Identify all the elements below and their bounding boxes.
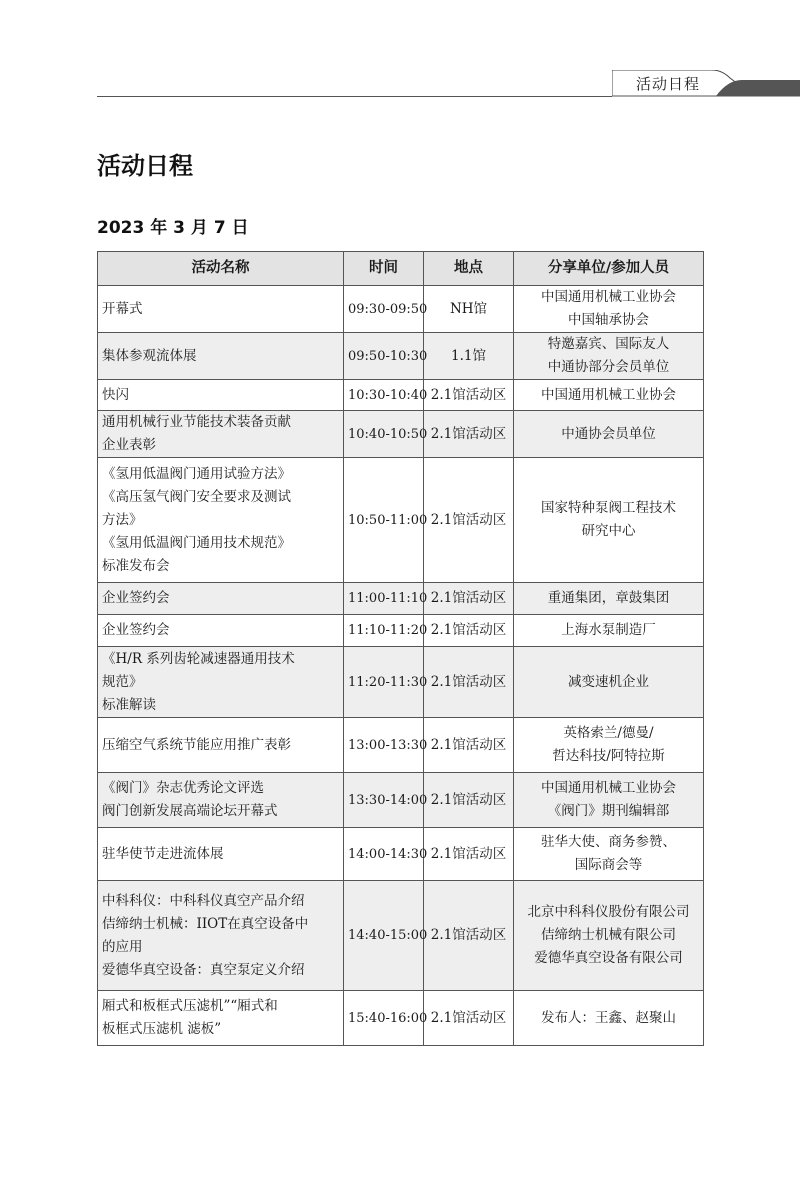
name-line: 佶缔纳士机械：IIOT在真空设备中 [102,915,309,932]
people-line: 中国轴承协会 [568,312,649,328]
column-header-participants: 分享单位/参加人员 [514,252,704,286]
people-line: 研究中心 [581,523,636,539]
cell-people [514,881,704,991]
people-line: 发布人：王鑫、赵聚山 [541,1009,676,1026]
cell-name [98,411,344,458]
cell-people [514,411,704,458]
people-line: 《阀门》期刊编辑部 [547,803,670,819]
table-row [98,881,704,991]
people-line: 中国通用机械工业协会 [541,780,676,796]
people-line: 英格索兰/德曼/ [563,725,654,741]
cell-time: 11:20-11:30 [344,647,424,718]
name-line: 《氢用低温阀门通用技术规范》 [102,534,291,551]
name-line: 规范》 [102,673,143,690]
table-row [98,458,704,583]
people-line: 北京中科科仪股份有限公司 [527,904,690,920]
cell-name [98,286,344,333]
cell-name [98,881,344,991]
table-row [98,828,704,881]
cell-time: 11:10-11:20 [344,615,424,647]
cell-name [98,828,344,881]
cell-time: 13:30-14:00 [344,773,424,828]
cell-people [514,773,704,828]
name-line: 《高压氢气阀门安全要求及测试 [102,488,291,505]
people-line: 哲达科技/阿特拉斯 [552,748,665,764]
people-line: 特邀嘉宾、国际友人 [547,336,670,352]
table-row [98,773,704,828]
cell-place: 2.1馆活动区 [424,411,514,458]
cell-people [514,286,704,333]
table-row [98,333,704,380]
cell-time: 11:00-11:10 [344,583,424,615]
name-line: 厢式和板框式压滤机”“厢式和 [102,998,278,1014]
table-row [98,286,704,333]
cell-name [98,991,344,1046]
cell-people [514,615,704,647]
cell-place: 2.1馆活动区 [424,881,514,991]
name-line: 标准发布会 [102,557,170,574]
cell-place: 2.1馆活动区 [424,647,514,718]
name-line: 《阀门》杂志优秀论文评选 [102,780,264,796]
header-rule [97,96,612,97]
name-line: 通用机械行业节能技术装备贡献 [102,414,291,430]
cell-people [514,991,704,1046]
name-line: 集体参观流体展 [102,347,197,364]
name-line: 开幕式 [102,300,143,317]
table-header-row [98,252,704,286]
people-line: 佶缔纳士机械有限公司 [541,927,676,943]
people-line: 重通集团，章鼓集团 [547,590,670,606]
page-title: 活动日程 [97,152,193,180]
cell-time: 10:30-10:40 [344,380,424,411]
name-line: 压缩空气系统节能应用推广表彰 [102,736,291,753]
cell-name [98,718,344,773]
cell-place: 2.1馆活动区 [424,583,514,615]
cell-place: 2.1馆活动区 [424,615,514,647]
cell-people [514,583,704,615]
cell-name [98,458,344,583]
date-heading: 2023 年 3 月 7 日 [97,218,249,238]
cell-time: 09:30-09:50 [344,286,424,333]
column-header-place: 地点 [424,252,514,286]
cell-time: 13:00-13:30 [344,718,424,773]
cell-place: 2.1馆活动区 [424,380,514,411]
name-line: 方法》 [102,511,143,528]
people-line: 爱德华真空设备有限公司 [534,950,683,966]
name-line: 企业表彰 [102,437,156,453]
people-line: 国家特种泵阀工程技术 [541,500,676,516]
people-line: 驻华大使、商务参赞、 [541,834,676,850]
schedule-table [97,251,704,1046]
column-header-activity: 活动名称 [98,252,344,286]
cell-name [98,583,344,615]
table-row [98,380,704,411]
cell-people [514,828,704,881]
people-line: 中通协会员单位 [561,425,656,442]
header-section-title: 活动日程 [636,75,701,93]
cell-name [98,333,344,380]
name-line: 板框式压滤机 滤板” [102,1021,222,1037]
people-line: 中国通用机械工业协会 [541,386,676,403]
cell-time: 14:00-14:30 [344,828,424,881]
table-row [98,411,704,458]
cell-place: 2.1馆活动区 [424,991,514,1046]
people-line: 上海水泵制造厂 [561,622,656,638]
table-row [98,583,704,615]
table-row [98,718,704,773]
cell-place: 2.1馆活动区 [424,458,514,583]
name-line: 企业签约会 [102,622,170,638]
cell-name [98,647,344,718]
name-line: 的应用 [102,938,143,955]
name-line: 《H/R 系列齿轮减速器通用技术 [102,650,295,667]
schedule-body [98,286,704,1046]
cell-place: 2.1馆活动区 [424,828,514,881]
name-line: 爱德华真空设备：真空泵定义介绍 [102,961,305,978]
cell-people [514,380,704,411]
name-line: 标准解读 [102,696,156,713]
cell-time: 15:40-16:00 [344,991,424,1046]
cell-people [514,647,704,718]
cell-name [98,773,344,828]
name-line: 驻华使节走进流体展 [102,845,224,862]
cell-name [98,380,344,411]
name-line: 阀门创新发展高端论坛开幕式 [102,803,278,819]
cell-time: 09:50-10:30 [344,333,424,380]
table-row [98,991,704,1046]
people-line: 中国通用机械工业协会 [541,289,676,305]
cell-place: 2.1馆活动区 [424,773,514,828]
people-line: 国际商会等 [574,857,643,873]
cell-place: NH馆 [424,286,514,333]
cell-people [514,458,704,583]
cell-time: 10:40-10:50 [344,411,424,458]
table-row [98,647,704,718]
cell-people [514,718,704,773]
name-line: 《氢用低温阀门通用试验方法》 [102,465,291,482]
cell-time: 14:40-15:00 [344,881,424,991]
name-line: 快闪 [102,386,129,403]
cell-place: 2.1馆活动区 [424,718,514,773]
people-line: 中通协部分会员单位 [547,359,670,375]
table-row [98,615,704,647]
cell-time: 10:50-11:00 [344,458,424,583]
cell-place: 1.1馆 [424,333,514,380]
name-line: 中科科仪：中科科仪真空产品介绍 [102,892,305,909]
people-line: 减变速机企业 [568,673,649,690]
column-header-time: 时间 [344,252,424,286]
cell-name [98,615,344,647]
cell-people [514,333,704,380]
name-line: 企业签约会 [102,590,170,606]
